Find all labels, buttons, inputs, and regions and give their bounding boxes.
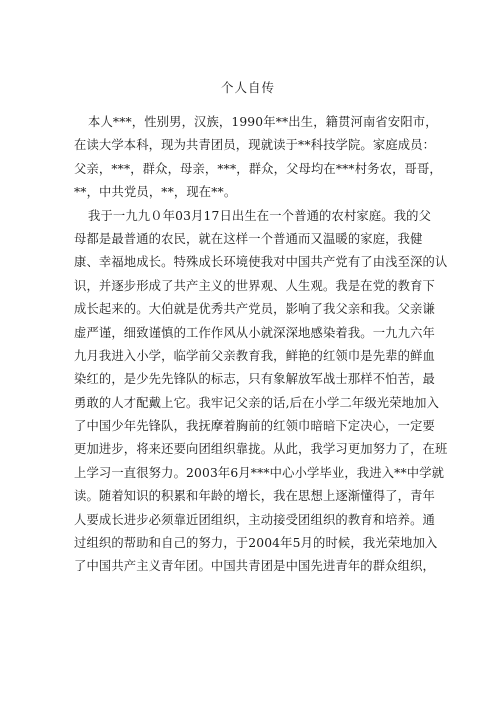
text-line: 父亲，***，群众，母亲，***，群众，父母均在***村务农，哥哥， bbox=[74, 161, 442, 176]
text-line: 母都是最普通的农民，就在这样一个普通而又温暖的家庭，我健 bbox=[74, 231, 423, 246]
text-line: **，中共党员，**，现在**。 bbox=[74, 185, 237, 200]
text-line: 读。随着知识的积累和年龄的增长，我在思想上逐渐懂得了，青年 bbox=[74, 489, 435, 504]
text-line: 成长起来的。大伯就是优秀共产党员，影响了我父亲和我。父亲谦 bbox=[74, 302, 435, 317]
document-title: 个人自传 bbox=[220, 80, 275, 95]
text-line: 在读大学本科，现为共青团员，现就读于**科技学院。家庭成员： bbox=[74, 138, 436, 153]
text-line: 人要成长进步必须靠近团组织，主动接受团组织的教育和培养。通 bbox=[74, 512, 435, 527]
text-line: 我于一九九０年03月17日出生在一个普通的农村家庭。我的父 bbox=[88, 208, 432, 223]
text-line: 了中国共产主义青年团。中国共青团是中国先进青年的群众组织， bbox=[74, 559, 435, 574]
text-line: 康、幸福地成长。特殊成长环境使我对中国共产党有了由浅至深的认 bbox=[74, 255, 448, 270]
text-line: 更加进步，将来还要向团组织靠拢。从此，我学习更加努力了，在班 bbox=[74, 442, 448, 457]
text-line: 虚严谨，细致谨慎的工作作风从小就深深地感染着我。一九九六年 bbox=[74, 325, 435, 340]
text-line: 识，并逐步形成了共产主义的世界观、人生观。我是在党的教育下 bbox=[74, 278, 435, 293]
text-line: 了中国少年先锋队，我抚摩着胸前的红领巾暗暗下定决心，一定要 bbox=[74, 419, 435, 434]
text-line: 上学习一直很努力。2003年6月***中心小学毕业，我进入**中学就 bbox=[74, 465, 445, 480]
text-line: 本人***，性别男，汉族，1990年**出生，籍贯河南省安阳市， bbox=[88, 115, 438, 129]
text-line: 九月我进入小学，临学前父亲教育我，鲜艳的红领巾是先辈的鲜血 bbox=[74, 348, 435, 363]
text-line: 过组织的帮助和自己的努力，于2004年5月的时候，我光荣地加入 bbox=[74, 536, 438, 551]
document-body bbox=[74, 111, 448, 579]
text-line: 染红的，是少先先锋队的标志，只有象解放军战士那样不怕苦，最 bbox=[74, 372, 435, 387]
text-line: 勇敢的人才配戴上它。我牢记父亲的话,后在小学二年级光荣地加入 bbox=[74, 395, 440, 410]
